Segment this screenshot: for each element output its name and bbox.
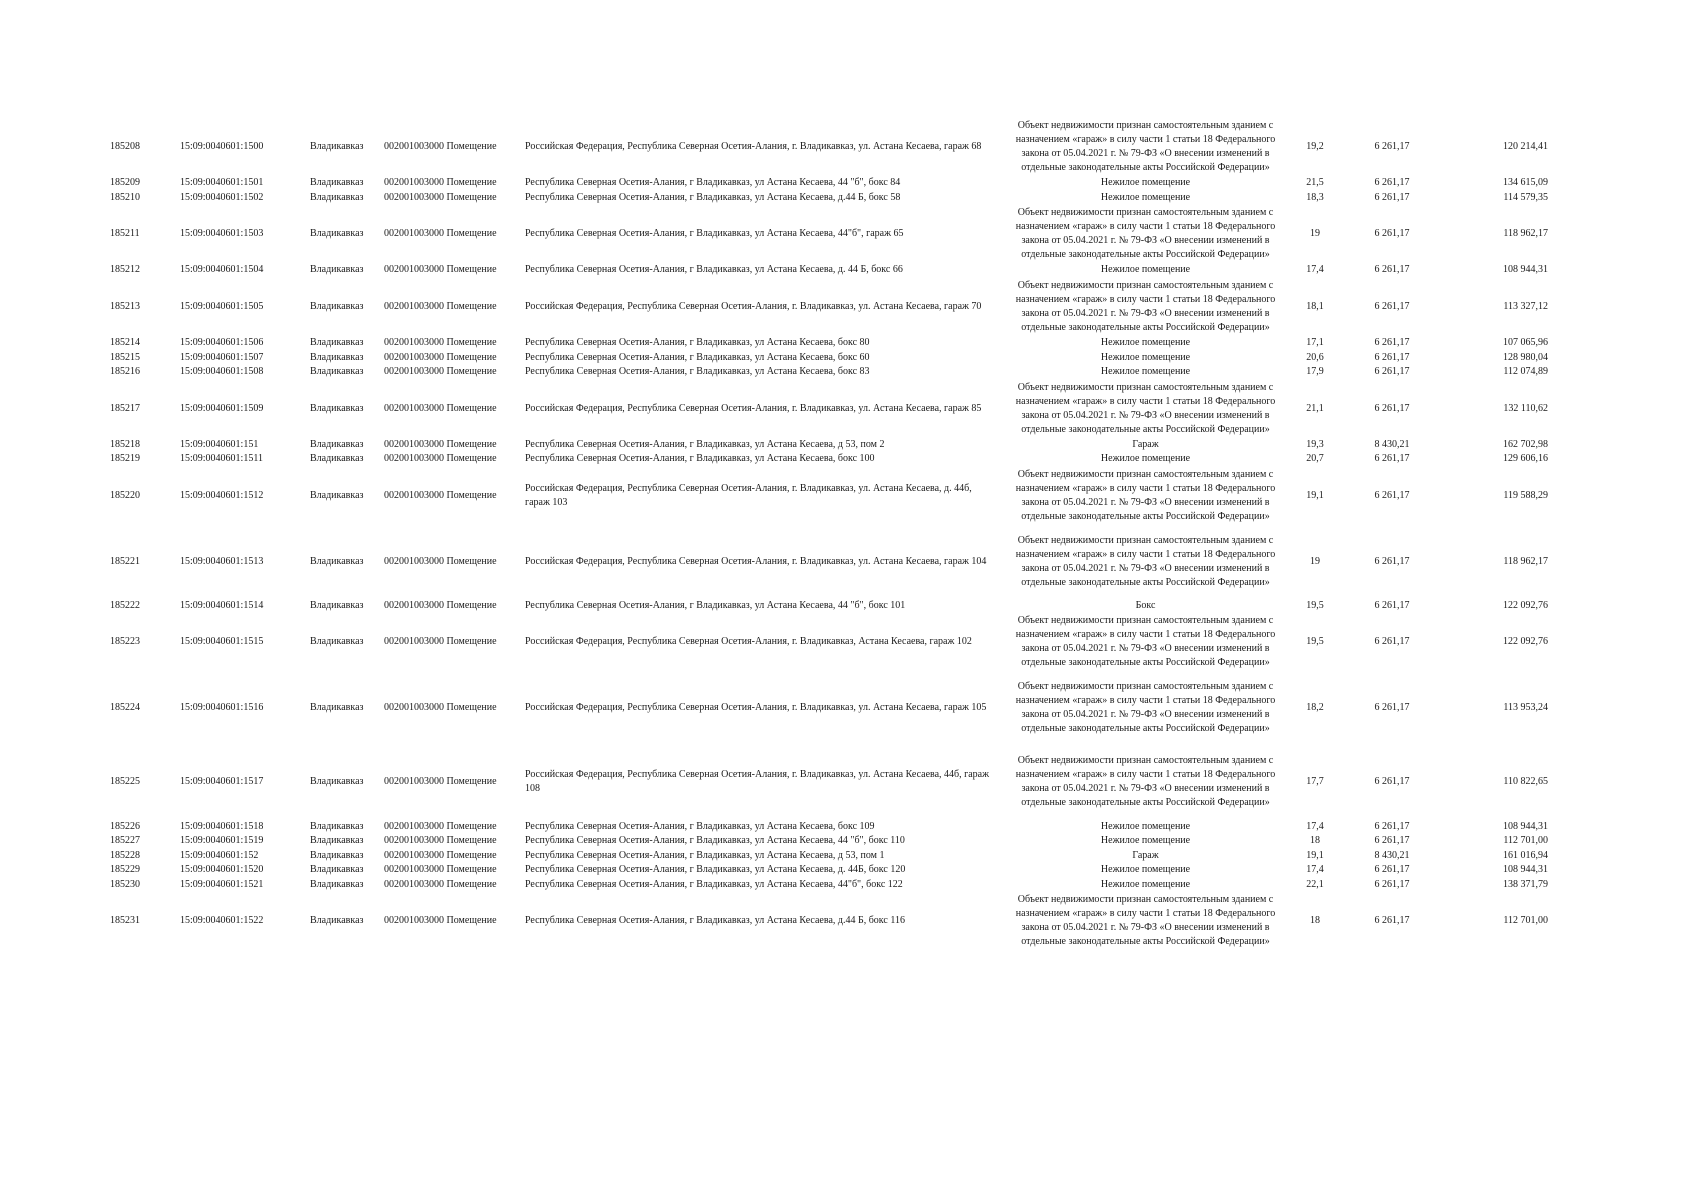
cell-cadastral-number: 15:09:0040601:1521 [180,879,264,891]
cell-city: Владикавказ [310,849,364,861]
cell-object-type: 002001003000 Помещение [384,351,497,363]
cell-row-number: 185212 [110,264,140,276]
cell-address: Республика Северная Осетия-Алания, г Владикавказ, ул Астана Кесаева, бокс 109 [525,820,875,832]
cell-object-type: 002001003000 Помещение [384,636,497,648]
cell-cadastral-number: 15:09:0040601:1504 [180,264,264,276]
table-row [110,336,1562,351]
cell-cadastral-number: 15:09:0040601:1514 [180,600,264,612]
cell-area: 17,4 [1306,820,1324,832]
cell-cadastral-value: 114 579,35 [1503,191,1548,203]
cell-specific-value: 6 261,17 [1374,555,1410,567]
cell-object-note: Объект недвижимости признан самостоятельным зданием с назначением «гараж» в силу части 1 статьи 18 Федерального закона от 05.04.2021 г. № 79-ФЗ «О внесении изменений в отдельные законодательные акты Российской Федерации» [1015,381,1276,435]
cell-address: Республика Северная Осетия-Алания, г Владикавказ, ул Астана Кесаева, 44"б", гараж 65 [525,228,904,240]
cell-address: Республика Северная Осетия-Алания, г Владикавказ, ул Астана Кесаева, бокс 80 [525,337,870,349]
cell-object-type: 002001003000 Помещение [384,366,497,378]
cell-address: Республика Северная Осетия-Алания, г Владикавказ, ул Астана Кесаева, 44"б", бокс 122 [525,879,903,891]
cell-cadastral-value: 138 371,79 [1503,879,1548,891]
cell-city: Владикавказ [310,300,364,312]
cell-address: Республика Северная Осетия-Алания, г Владикавказ, ул Астана Кесаева, 44 "б", бокс 84 [525,177,901,189]
cell-row-number: 185224 [110,702,140,714]
cell-city: Владикавказ [310,776,364,788]
cell-area: 17,1 [1306,337,1324,349]
cell-object-type: 002001003000 Помещение [384,300,497,312]
cell-city: Владикавказ [310,879,364,891]
table-row [110,191,1562,206]
cell-address: Российская Федерация, Республика Северная Осетия-Алания, г. Владикавказ, ул. Астана Кесаева, 44б, гараж 108 [525,769,990,795]
cell-cadastral-number: 15:09:0040601:1509 [180,402,264,414]
cell-cadastral-value: 113 327,12 [1503,300,1548,312]
cell-specific-value: 6 261,17 [1374,337,1410,349]
cell-object-type: 002001003000 Помещение [384,337,497,349]
cell-area: 22,1 [1306,879,1324,891]
cell-area: 18,2 [1306,702,1324,714]
cell-address: Республика Северная Осетия-Алания, г Владикавказ, ул Астана Кесаева, д 53, пом 1 [525,849,885,861]
cell-object-type: 002001003000 Помещение [384,453,497,465]
cell-row-number: 185226 [110,820,140,832]
cell-row-number: 185223 [110,636,140,648]
cell-city: Владикавказ [310,555,364,567]
cell-row-number: 185209 [110,177,140,189]
cell-specific-value: 6 261,17 [1374,177,1410,189]
cell-specific-value: 8 430,21 [1374,849,1410,861]
cell-object-note: Нежилое помещение [1100,366,1191,378]
cell-cadastral-value: 129 606,16 [1503,453,1548,465]
cell-cadastral-number: 15:09:0040601:1506 [180,337,264,349]
cell-row-number: 185221 [110,555,140,567]
cell-cadastral-value: 118 962,17 [1503,555,1548,567]
cell-object-note: Объект недвижимости признан самостоятельным зданием с назначением «гараж» в силу части 1 статьи 18 Федерального закона от 05.04.2021 г. № 79-ФЗ «О внесении изменений в отдельные законодательные акты Российской Федерации» [1015,755,1276,809]
cell-object-type: 002001003000 Помещение [384,879,497,891]
cell-specific-value: 6 261,17 [1374,489,1410,501]
cell-object-type: 002001003000 Помещение [384,264,497,276]
cell-area: 17,9 [1306,366,1324,378]
cell-city: Владикавказ [310,636,364,648]
cell-row-number: 185220 [110,489,140,501]
cell-address: Российская Федерация, Республика Северная Осетия-Алания, г. Владикавказ, ул. Астана Кесаева, д. 44б, гараж 103 [525,482,972,508]
table-row [110,525,1562,599]
cell-cadastral-value: 161 016,94 [1503,849,1548,861]
table-row [110,745,1562,819]
cell-address: Республика Северная Осетия-Алания, г Владикавказ, ул Астана Кесаева, д. 44 Б, бокс 66 [525,264,903,276]
cell-city: Владикавказ [310,177,364,189]
cell-specific-value: 6 261,17 [1374,702,1410,714]
cell-city: Владикавказ [310,702,364,714]
cell-city: Владикавказ [310,453,364,465]
cell-cadastral-number: 15:09:0040601:1512 [180,489,264,501]
cell-object-note: Объект недвижимости признан самостоятельным зданием с назначением «гараж» в силу части 1 статьи 18 Федерального закона от 05.04.2021 г. № 79-ФЗ «О внесении изменений в отдельные законодательные акты Российской Федерации» [1015,279,1276,333]
cell-specific-value: 6 261,17 [1374,228,1410,240]
cell-address: Российская Федерация, Республика Северная Осетия-Алания, г. Владикавказ, ул. Астана Кесаева, гараж 70 [525,300,982,312]
cell-specific-value: 6 261,17 [1374,300,1410,312]
cell-cadastral-number: 15:09:0040601:1508 [180,366,264,378]
cell-area: 19,5 [1306,600,1324,612]
cell-object-type: 002001003000 Помещение [384,489,497,501]
cell-cadastral-value: 108 944,31 [1503,264,1548,276]
cell-object-note: Нежилое помещение [1100,191,1191,203]
cell-cadastral-value: 118 962,17 [1503,228,1548,240]
cell-object-type: 002001003000 Помещение [384,849,497,861]
cell-cadastral-number: 15:09:0040601:1503 [180,228,264,240]
cell-row-number: 185210 [110,191,140,203]
cell-city: Владикавказ [310,915,364,927]
cell-area: 17,4 [1306,264,1324,276]
cell-object-note: Объект недвижимости признан самостоятельным зданием с назначением «гараж» в силу части 1 статьи 18 Федерального закона от 05.04.2021 г. № 79-ФЗ «О внесении изменений в отдельные законодательные акты Российской Федерации» [1015,468,1276,522]
cell-object-note: Объект недвижимости признан самостоятельным зданием с назначением «гараж» в силу части 1 статьи 18 Федерального закона от 05.04.2021 г. № 79-ФЗ «О внесении изменений в отдельные законодательные акты Российской Федерации» [1015,681,1276,735]
cell-city: Владикавказ [310,141,364,152]
cell-specific-value: 6 261,17 [1374,879,1410,891]
cell-row-number: 185222 [110,600,140,612]
cell-specific-value: 6 261,17 [1374,600,1410,612]
cell-object-type: 002001003000 Помещение [384,555,497,567]
cell-specific-value: 6 261,17 [1374,636,1410,648]
cell-area: 21,1 [1306,402,1324,414]
cell-address: Республика Северная Осетия-Алания, г Владикавказ, ул Астана Кесаева, 44 "б", бокс 110 [525,835,905,847]
table-row [110,452,1562,467]
cell-city: Владикавказ [310,820,364,832]
cell-specific-value: 6 261,17 [1374,820,1410,832]
table-row [110,892,1562,950]
cell-object-type: 002001003000 Помещение [384,835,497,847]
cell-object-note: Нежилое помещение [1100,820,1191,832]
cell-cadastral-number: 15:09:0040601:1518 [180,820,264,832]
cell-area: 18,3 [1306,191,1324,203]
register-table-body [110,118,1562,950]
cell-row-number: 185229 [110,864,140,876]
cell-cadastral-number: 15:09:0040601:1501 [180,177,264,189]
cell-object-note: Объект недвижимости признан самостоятельным зданием с назначением «гараж» в силу части 1 статьи 18 Федерального закона от 05.04.2021 г. № 79-ФЗ «О внесении изменений в отдельные законодательные акты Российской Федерации» [1015,534,1276,588]
cell-cadastral-value: 119 588,29 [1503,489,1548,501]
cell-object-type: 002001003000 Помещение [384,402,497,414]
cell-cadastral-value: 108 944,31 [1503,820,1548,832]
cell-address: Республика Северная Осетия-Алания, г Владикавказ, ул Астана Кесаева, д. 44Б, бокс 120 [525,864,906,876]
cell-object-note: Объект недвижимости признан самостоятельным зданием с назначением «гараж» в силу части 1 статьи 18 Федерального закона от 05.04.2021 г. № 79-ФЗ «О внесении изменений в отдельные законодательные акты Российской Федерации» [1015,120,1276,173]
cell-object-type: 002001003000 Помещение [384,228,497,240]
table-row [110,278,1562,336]
cell-cadastral-number: 15:09:0040601:1505 [180,300,264,312]
cell-specific-value: 6 261,17 [1374,864,1410,876]
cell-object-type: 002001003000 Помещение [384,191,497,203]
cell-cadastral-number: 15:09:0040601:1500 [180,141,264,152]
cell-address: Республика Северная Осетия-Алания, г Владикавказ, ул Астана Кесаева, бокс 60 [525,351,870,363]
cell-object-type: 002001003000 Помещение [384,820,497,832]
cell-city: Владикавказ [310,264,364,276]
cell-object-note: Бокс [1135,600,1156,612]
cell-address: Российская Федерация, Республика Северная Осетия-Алания, г. Владикавказ, ул. Астана Кесаева, гараж 68 [525,141,982,152]
cell-specific-value: 6 261,17 [1374,453,1410,465]
cell-cadastral-value: 112 074,89 [1503,366,1548,378]
cell-object-type: 002001003000 Помещение [384,600,497,612]
cell-object-note: Нежилое помещение [1100,264,1191,276]
cell-object-type: 002001003000 Помещение [384,438,497,450]
cell-address: Республика Северная Осетия-Алания, г Владикавказ, ул Астана Кесаева, бокс 100 [525,453,875,465]
cell-cadastral-number: 15:09:0040601:1517 [180,776,264,788]
cell-city: Владикавказ [310,864,364,876]
cell-cadastral-number: 15:09:0040601:1511 [180,453,263,465]
table-row [110,467,1562,525]
cell-specific-value: 6 261,17 [1374,915,1410,927]
cell-row-number: 185225 [110,776,140,788]
cell-cadastral-value: 112 701,00 [1503,915,1548,927]
cell-area: 18 [1310,915,1320,927]
table-row [110,849,1562,864]
cell-cadastral-number: 15:09:0040601:152 [180,849,259,861]
table-row [110,438,1562,453]
cell-cadastral-number: 15:09:0040601:151 [180,438,259,450]
cell-cadastral-number: 15:09:0040601:1507 [180,351,264,363]
cell-row-number: 185217 [110,402,140,414]
cell-cadastral-number: 15:09:0040601:1516 [180,702,264,714]
cell-area: 19,5 [1306,636,1324,648]
cell-area: 19,2 [1306,141,1324,152]
cell-address: Республика Северная Осетия-Алания, г Владикавказ, ул Астана Кесаева, 44 "б", бокс 101 [525,600,906,612]
table-row [110,263,1562,278]
cell-cadastral-value: 110 822,65 [1503,776,1548,788]
cell-cadastral-value: 122 092,76 [1503,600,1548,612]
cell-city: Владикавказ [310,600,364,612]
cell-city: Владикавказ [310,337,364,349]
table-row [110,380,1562,438]
cell-row-number: 185218 [110,438,140,450]
cell-row-number: 185216 [110,366,140,378]
cell-cadastral-number: 15:09:0040601:1502 [180,191,264,203]
cell-address: Российская Федерация, Республика Северная Осетия-Алания, г. Владикавказ, ул. Астана Кесаева, гараж 105 [525,702,987,714]
cell-row-number: 185214 [110,337,140,349]
cell-address: Российская Федерация, Республика Северная Осетия-Алания, г. Владикавказ, ул. Астана Кесаева, гараж 85 [525,402,982,414]
cell-object-note: Гараж [1132,438,1159,450]
cell-object-type: 002001003000 Помещение [384,776,497,788]
cell-object-note: Нежилое помещение [1100,864,1191,876]
cell-object-note: Объект недвижимости признан самостоятельным зданием с назначением «гараж» в силу части 1 статьи 18 Федерального закона от 05.04.2021 г. № 79-ФЗ «О внесении изменений в отдельные законодательные акты Российской Федерации» [1015,207,1276,261]
cell-cadastral-value: 108 944,31 [1503,864,1548,876]
cell-city: Владикавказ [310,351,364,363]
cell-address: Республика Северная Осетия-Алания, г Владикавказ, ул Астана Кесаева, д.44 Б, бокс 116 [525,915,905,927]
property-register-table [110,118,1562,950]
cell-row-number: 185230 [110,879,140,891]
table-row [110,205,1562,263]
cell-area: 20,7 [1306,453,1324,465]
table-row [110,118,1562,176]
cell-area: 19,1 [1306,849,1324,861]
cell-cadastral-value: 128 980,04 [1503,351,1548,363]
cell-object-type: 002001003000 Помещение [384,915,497,927]
cell-cadastral-value: 134 615,09 [1503,177,1548,189]
cell-city: Владикавказ [310,489,364,501]
cell-row-number: 185219 [110,453,140,465]
cell-specific-value: 6 261,17 [1374,776,1410,788]
cell-specific-value: 6 261,17 [1374,835,1410,847]
cell-address: Российская Федерация, Республика Северная Осетия-Алания, г. Владикавказ, Астана Кесаева, гараж 102 [525,636,972,648]
cell-area: 19,3 [1306,438,1324,450]
cell-object-note: Объект недвижимости признан самостоятельным зданием с назначением «гараж» в силу части 1 статьи 18 Федерального закона от 05.04.2021 г. № 79-ФЗ «О внесении изменений в отдельные законодательные акты Российской Федерации» [1015,615,1276,669]
cell-cadastral-number: 15:09:0040601:1513 [180,555,264,567]
cell-address: Республика Северная Осетия-Алания, г Владикавказ, ул Астана Кесаева, д 53, пом 2 [525,438,885,450]
cell-area: 21,5 [1306,177,1324,189]
cell-city: Владикавказ [310,402,364,414]
cell-row-number: 185227 [110,835,140,847]
cell-row-number: 185211 [110,228,140,240]
table-row [110,176,1562,191]
cell-cadastral-value: 162 702,98 [1503,438,1548,450]
cell-address: Российская Федерация, Республика Северная Осетия-Алания, г. Владикавказ, ул. Астана Кесаева, гараж 104 [525,555,987,567]
cell-area: 18,1 [1306,300,1324,312]
cell-city: Владикавказ [310,228,364,240]
table-row [110,613,1562,671]
cell-row-number: 185208 [110,141,140,152]
cell-specific-value: 6 261,17 [1374,366,1410,378]
table-row [110,671,1562,745]
cell-cadastral-value: 113 953,24 [1503,702,1548,714]
cell-object-note: Объект недвижимости признан самостоятельным зданием с назначением «гараж» в силу части 1 статьи 18 Федерального закона от 05.04.2021 г. № 79-ФЗ «О внесении изменений в отдельные законодательные акты Российской Федерации» [1015,894,1276,948]
cell-object-type: 002001003000 Помещение [384,864,497,876]
table-row [110,834,1562,849]
cell-city: Владикавказ [310,191,364,203]
cell-specific-value: 6 261,17 [1374,141,1410,152]
cell-row-number: 185213 [110,300,140,312]
cell-address: Республика Северная Осетия-Алания, г Владикавказ, ул Астана Кесаева, бокс 83 [525,366,870,378]
table-row [110,863,1562,878]
cell-object-type: 002001003000 Помещение [384,177,497,189]
cell-cadastral-number: 15:09:0040601:1515 [180,636,264,648]
cell-city: Владикавказ [310,438,364,450]
cell-area: 20,6 [1306,351,1324,363]
cell-specific-value: 6 261,17 [1374,264,1410,276]
cell-object-note: Нежилое помещение [1100,351,1191,363]
cell-area: 17,4 [1306,864,1324,876]
cell-row-number: 185215 [110,351,140,363]
cell-cadastral-value: 112 701,00 [1503,835,1548,847]
table-row [110,878,1562,893]
cell-area: 17,7 [1306,776,1324,788]
cell-object-type: 002001003000 Помещение [384,141,497,152]
cell-row-number: 185228 [110,849,140,861]
cell-city: Владикавказ [310,835,364,847]
cell-cadastral-number: 15:09:0040601:1520 [180,864,264,876]
cell-object-note: Нежилое помещение [1100,453,1191,465]
cell-row-number: 185231 [110,915,140,927]
cell-area: 18 [1310,835,1320,847]
cell-cadastral-number: 15:09:0040601:1522 [180,915,264,927]
cell-object-note: Нежилое помещение [1100,177,1191,189]
cell-object-type: 002001003000 Помещение [384,702,497,714]
cell-cadastral-value: 120 214,41 [1503,141,1548,152]
cell-specific-value: 8 430,21 [1374,438,1410,450]
cell-cadastral-value: 107 065,96 [1503,337,1548,349]
cell-area: 19 [1310,555,1320,567]
cell-specific-value: 6 261,17 [1374,191,1410,203]
cell-object-note: Нежилое помещение [1100,879,1191,891]
cell-city: Владикавказ [310,366,364,378]
cell-object-note: Гараж [1132,849,1159,861]
cell-object-note: Нежилое помещение [1100,337,1191,349]
cell-area: 19 [1310,228,1320,240]
cell-specific-value: 6 261,17 [1374,351,1410,363]
cell-specific-value: 6 261,17 [1374,402,1410,414]
cell-address: Республика Северная Осетия-Алания, г Владикавказ, ул Астана Кесаева, д.44 Б, бокс 58 [525,191,901,203]
cell-cadastral-value: 122 092,76 [1503,636,1548,648]
cell-object-note: Нежилое помещение [1100,835,1191,847]
cell-cadastral-number: 15:09:0040601:1519 [180,835,264,847]
table-row [110,350,1562,365]
table-row [110,365,1562,380]
table-row [110,819,1562,834]
cell-cadastral-value: 132 110,62 [1503,402,1548,414]
table-row [110,599,1562,614]
cell-area: 19,1 [1306,489,1324,501]
